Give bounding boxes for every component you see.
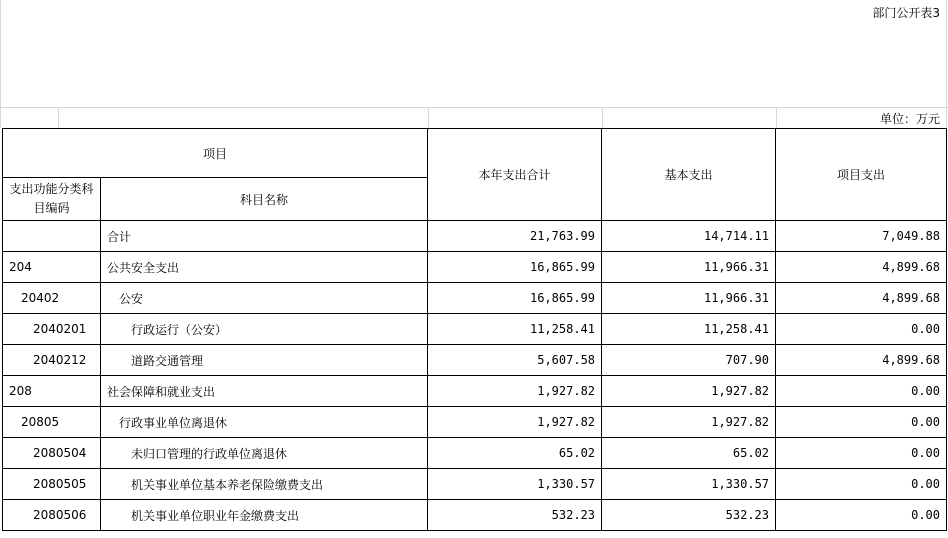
row-project: 0.00: [776, 314, 947, 345]
table-row: [3, 283, 947, 314]
row-code: 20402: [3, 283, 101, 314]
row-name: 行政运行（公安）: [101, 314, 428, 345]
row-code: 2040201: [3, 314, 101, 345]
row-total: 11,258.41: [428, 314, 602, 345]
row-total: 1,330.57: [428, 469, 602, 500]
row-basic: 65.02: [602, 438, 776, 469]
row-name: 机关事业单位职业年金缴费支出: [101, 500, 428, 531]
sheet-background-grid: [0, 0, 948, 128]
header-name: 科目名称: [101, 178, 428, 221]
row-project: 4,899.68: [776, 283, 947, 314]
form-number: 部门公开表3: [872, 6, 940, 20]
row-name: 道路交通管理: [101, 345, 428, 376]
table-row: [3, 345, 947, 376]
row-project: 0.00: [776, 500, 947, 531]
row-code: 2080504: [3, 438, 101, 469]
row-basic: 1,330.57: [602, 469, 776, 500]
row-total: 21,763.99: [428, 221, 602, 252]
row-basic: 11,966.31: [602, 283, 776, 314]
row-name: 公安: [101, 283, 428, 314]
expenditure-table: [2, 128, 947, 531]
row-name: 公共安全支出: [101, 252, 428, 283]
table-row: [3, 376, 947, 407]
row-total: 5,607.58: [428, 345, 602, 376]
row-name: 社会保障和就业支出: [101, 376, 428, 407]
row-code: 20805: [3, 407, 101, 438]
row-basic: 707.90: [602, 345, 776, 376]
row-code: 208: [3, 376, 101, 407]
row-project: 0.00: [776, 469, 947, 500]
row-basic: 1,927.82: [602, 407, 776, 438]
row-code: 2080505: [3, 469, 101, 500]
row-total: 16,865.99: [428, 252, 602, 283]
row-project: 4,899.68: [776, 252, 947, 283]
row-code: [3, 221, 101, 252]
table-row: [3, 252, 947, 283]
row-basic: 11,258.41: [602, 314, 776, 345]
table-row: [3, 500, 947, 531]
row-name: 未归口管理的行政单位离退休: [101, 438, 428, 469]
row-code: 204: [3, 252, 101, 283]
row-project: 4,899.68: [776, 345, 947, 376]
row-code: 2040212: [3, 345, 101, 376]
row-total: 65.02: [428, 438, 602, 469]
row-project: 0.00: [776, 376, 947, 407]
table-row: [3, 221, 947, 252]
table-row: [3, 469, 947, 500]
row-code: 2080506: [3, 500, 101, 531]
row-name: 机关事业单位基本养老保险缴费支出: [101, 469, 428, 500]
header-project-expenditure: 项目支出: [776, 129, 947, 221]
table-row: [3, 407, 947, 438]
header-total: 本年支出合计: [428, 129, 602, 221]
row-name: 合计: [101, 221, 428, 252]
header-basic: 基本支出: [602, 129, 776, 221]
table-row: [3, 438, 947, 469]
row-name: 行政事业单位离退休: [101, 407, 428, 438]
table-row: [3, 314, 947, 345]
row-basic: 1,927.82: [602, 376, 776, 407]
row-project: 0.00: [776, 407, 947, 438]
row-project: 7,049.88: [776, 221, 947, 252]
row-project: 0.00: [776, 438, 947, 469]
row-total: 1,927.82: [428, 376, 602, 407]
unit-label: 单位：万元: [879, 112, 940, 126]
row-basic: 11,966.31: [602, 252, 776, 283]
row-basic: 532.23: [602, 500, 776, 531]
header-code: 支出功能分类科目编码: [3, 178, 101, 221]
row-total: 16,865.99: [428, 283, 602, 314]
row-basic: 14,714.11: [602, 221, 776, 252]
row-total: 1,927.82: [428, 407, 602, 438]
header-project: 项目: [3, 129, 428, 178]
row-total: 532.23: [428, 500, 602, 531]
